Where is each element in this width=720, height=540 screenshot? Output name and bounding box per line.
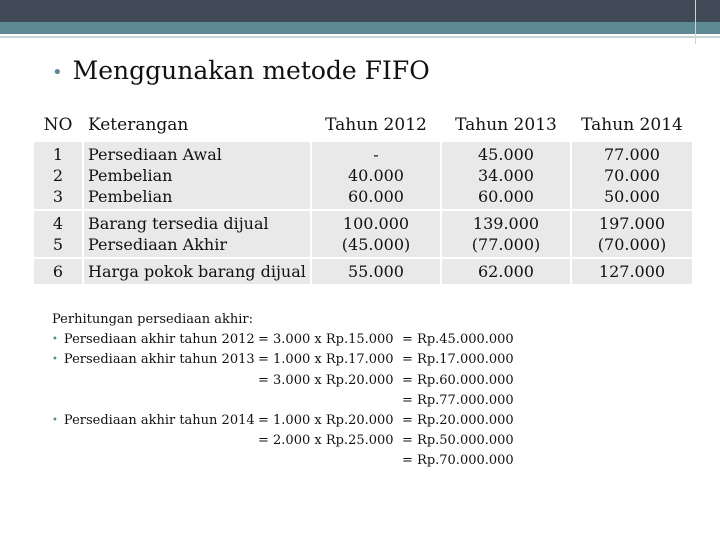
cell-text: 77.000 <box>604 145 660 164</box>
cell-text: 40.000 <box>348 166 404 185</box>
calculation-expression: = 2.000 x Rp.25.000 <box>258 433 394 449</box>
cell-2014 <box>572 142 692 209</box>
cell-text: 100.000 <box>342 214 410 233</box>
bullet-icon: • <box>52 62 63 83</box>
bullet-icon: • <box>52 354 58 366</box>
cell-text: 70.000 <box>604 166 660 185</box>
cell-2014 <box>572 259 692 284</box>
cell-text: 197.000 <box>598 214 666 233</box>
calculation-label <box>52 330 255 351</box>
calculation-label-text: Persediaan akhir tahun 2014 <box>63 412 255 428</box>
cell-text: Persediaan Akhir <box>88 235 227 254</box>
header-2012: Tahun 2012 <box>312 110 440 140</box>
cell-2012 <box>312 259 440 284</box>
cell-2014 <box>572 211 692 257</box>
cell-text: 60.000 <box>478 187 534 206</box>
header-corner-box <box>695 0 720 44</box>
table-row <box>34 142 692 209</box>
header-2013: Tahun 2013 <box>442 110 570 140</box>
cell-text: 45.000 <box>478 145 534 164</box>
cell-2013 <box>442 259 570 284</box>
calculation-result: = Rp.70.000.000 <box>402 453 514 469</box>
cell-no <box>34 259 82 284</box>
bullet-icon: • <box>52 414 58 426</box>
cell-text: Harga pokok barang dijual <box>88 262 306 281</box>
cell-keterangan <box>84 211 310 257</box>
header-keterangan: Keterangan <box>84 110 310 140</box>
cell-no <box>34 142 82 209</box>
cell-no <box>34 211 82 257</box>
fifo-table <box>32 108 694 286</box>
cell-text: 2 <box>52 166 64 185</box>
calculation-label-text: Persediaan akhir tahun 2012 <box>63 332 255 348</box>
header-band-teal <box>0 22 720 34</box>
slide-title <box>52 56 430 85</box>
header-no: NO <box>34 110 82 140</box>
cell-text: (77.000) <box>471 235 541 254</box>
calculation-label <box>52 350 255 371</box>
bullet-icon: • <box>52 334 58 346</box>
cell-text: (45.000) <box>341 235 411 254</box>
cell-text: (70.000) <box>597 235 667 254</box>
cell-text: Barang tersedia dijual <box>88 214 269 233</box>
calculation-result: = Rp.20.000.000 <box>402 412 514 428</box>
slide-title-text: Menggunakan metode FIFO <box>72 56 430 85</box>
cell-text: 4 <box>52 214 64 233</box>
cell-text: 139.000 <box>472 214 540 233</box>
calculation-result: = Rp.45.000.000 <box>402 332 514 348</box>
table-row <box>34 211 692 257</box>
cell-text: 3 <box>52 187 64 206</box>
cell-text: 60.000 <box>348 187 404 206</box>
cell-keterangan <box>84 259 310 284</box>
cell-text: Pembelian <box>88 187 173 206</box>
calculation-result: = Rp.17.000.000 <box>402 352 514 368</box>
header-band-dark <box>0 0 720 22</box>
cell-text: Persediaan Awal <box>88 145 222 164</box>
cell-2013 <box>442 142 570 209</box>
cell-text: 62.000 <box>478 262 534 281</box>
cell-text: Pembelian <box>88 166 173 185</box>
calculation-result: = Rp.77.000.000 <box>402 392 514 408</box>
calculation-result: = Rp.60.000.000 <box>402 372 514 388</box>
cell-2013 <box>442 211 570 257</box>
cell-text: 34.000 <box>478 166 534 185</box>
cell-text: 55.000 <box>348 262 404 281</box>
cell-text: 1 <box>52 145 64 164</box>
calculation-expression: = 1.000 x Rp.20.000 <box>258 412 394 428</box>
calculation-label <box>52 411 255 432</box>
cell-text: 127.000 <box>598 262 666 281</box>
cell-2012 <box>312 142 440 209</box>
calculation-expression: = 1.000 x Rp.17.000 <box>258 352 394 368</box>
header-rule <box>0 36 720 38</box>
calculation-heading: Perhitungan persediaan akhir: <box>52 312 253 327</box>
cell-text: 6 <box>52 262 64 281</box>
cell-keterangan <box>84 142 310 209</box>
cell-text: - <box>373 145 379 164</box>
header-2014: Tahun 2014 <box>572 110 692 140</box>
cell-text: 5 <box>52 235 64 254</box>
cell-text: 50.000 <box>604 187 660 206</box>
table-row <box>34 259 692 284</box>
calculation-result: = Rp.50.000.000 <box>402 433 514 449</box>
calculation-expression: = 3.000 x Rp.20.000 <box>258 372 394 388</box>
table-header-row <box>34 110 692 140</box>
calculation-expression: = 3.000 x Rp.15.000 <box>258 332 394 348</box>
cell-2012 <box>312 211 440 257</box>
calculation-label-text: Persediaan akhir tahun 2013 <box>63 352 255 368</box>
